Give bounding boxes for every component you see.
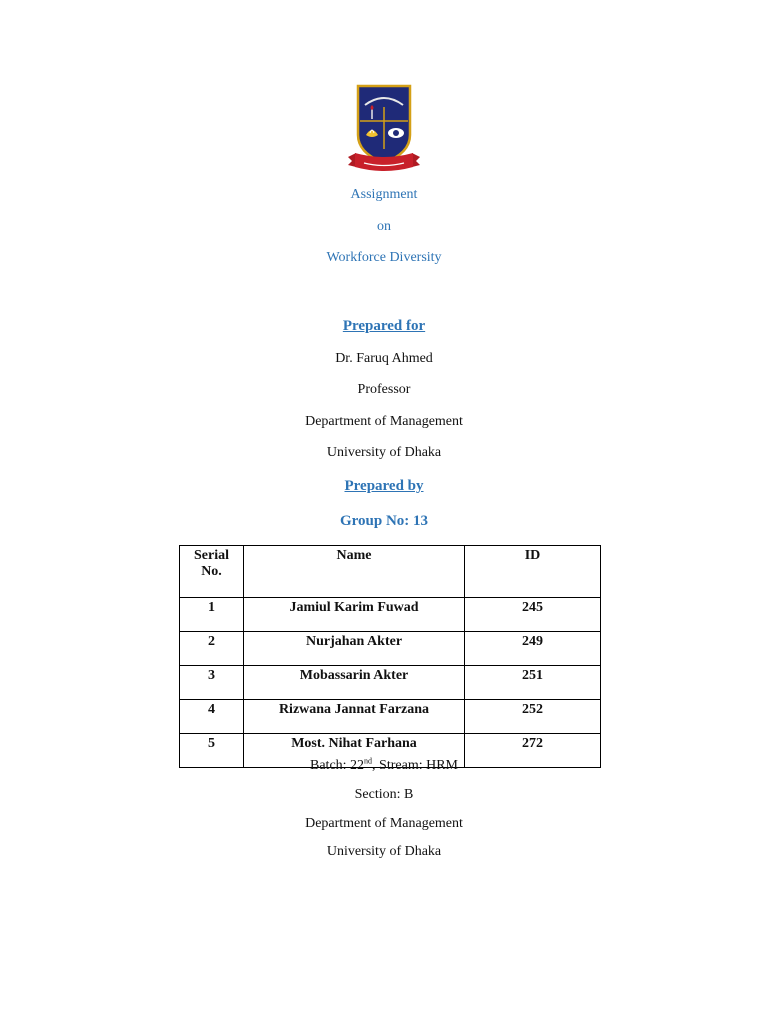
prepared-by-heading: Prepared by bbox=[344, 478, 424, 494]
cell-id: 245 bbox=[465, 598, 601, 632]
cell-serial: 2 bbox=[180, 632, 244, 666]
cell-id: 272 bbox=[465, 734, 601, 768]
title-assignment: Assignment bbox=[350, 187, 418, 202]
cell-name: Nurjahan Akter bbox=[244, 632, 465, 666]
cell-name: Jamiul Karim Fuwad bbox=[244, 598, 465, 632]
prepared-for-department: Department of Management bbox=[305, 414, 463, 429]
header-serial: Serial No. bbox=[180, 546, 244, 598]
prepared-for-name: Dr. Faruq Ahmed bbox=[335, 351, 433, 366]
title-on: on bbox=[377, 219, 391, 234]
section: Section: B bbox=[354, 787, 414, 802]
group-number: Group No: 13 bbox=[339, 513, 429, 529]
header-name: Name bbox=[244, 546, 465, 598]
cell-serial: 3 bbox=[180, 666, 244, 700]
table-row bbox=[180, 632, 601, 666]
header-id: ID bbox=[465, 546, 601, 598]
footer-university: University of Dhaka bbox=[326, 844, 442, 859]
table-row bbox=[180, 700, 601, 734]
cell-id: 251 bbox=[465, 666, 601, 700]
members-table bbox=[179, 545, 601, 768]
batch-stream bbox=[0, 757, 768, 775]
cell-id: 249 bbox=[465, 632, 601, 666]
cell-serial: 1 bbox=[180, 598, 244, 632]
cell-id: 252 bbox=[465, 700, 601, 734]
prepared-for-heading: Prepared for bbox=[342, 318, 426, 334]
prepared-for-designation: Professor bbox=[357, 382, 411, 397]
cell-serial: 5 bbox=[180, 734, 244, 768]
university-crest-icon bbox=[346, 83, 422, 175]
batch-ordinal: nd bbox=[364, 756, 373, 766]
cell-name: Rizwana Jannat Farzana bbox=[244, 700, 465, 734]
batch-rest: , Stream: HRM bbox=[372, 758, 458, 773]
cell-serial: 4 bbox=[180, 700, 244, 734]
prepared-for-university: University of Dhaka bbox=[326, 445, 442, 460]
table-row bbox=[180, 598, 601, 632]
table-row bbox=[180, 666, 601, 700]
title-topic: Workforce Diversity bbox=[326, 250, 442, 265]
footer-department: Department of Management bbox=[305, 816, 463, 831]
cell-name: Most. Nihat Farhana bbox=[244, 734, 465, 768]
cell-name: Mobassarin Akter bbox=[244, 666, 465, 700]
batch-prefix: Batch: 22 bbox=[310, 758, 365, 773]
table-header-row bbox=[180, 546, 601, 598]
